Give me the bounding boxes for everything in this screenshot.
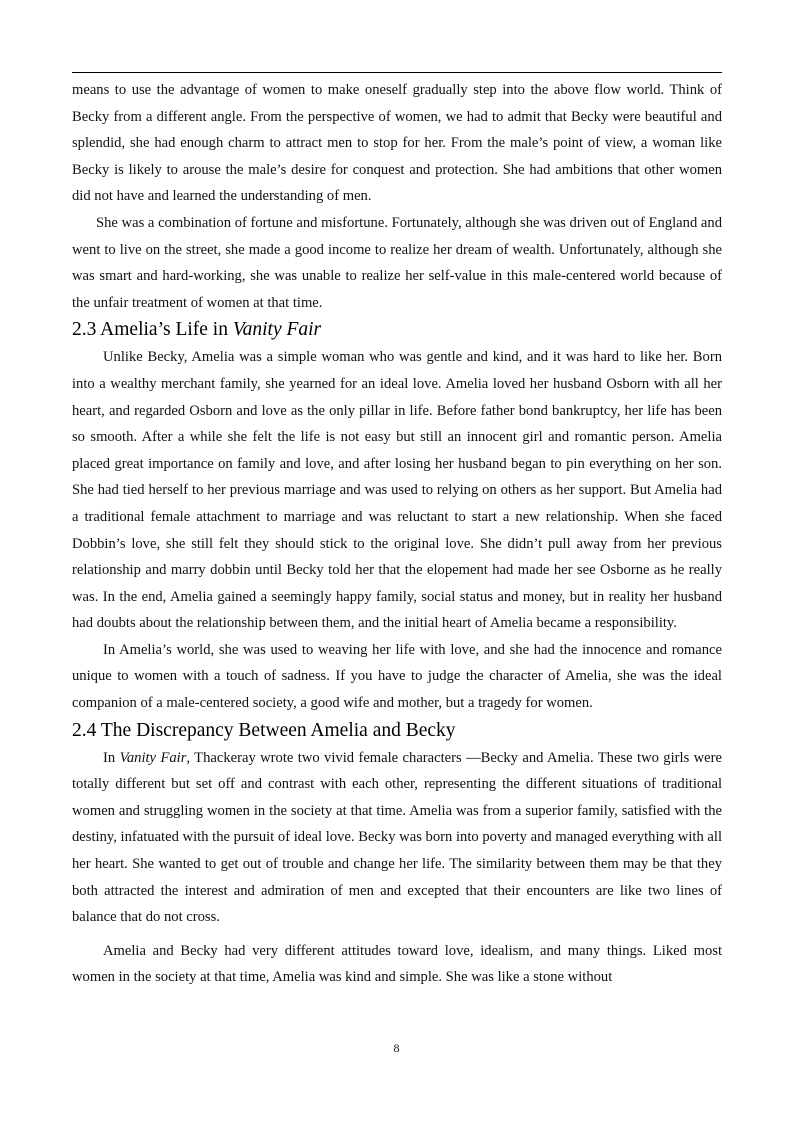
section-heading-2-3-title: Vanity Fair	[232, 319, 322, 341]
paragraph-attitudes: Amelia and Becky had very different attitudes toward love, idealism, and many things. Liked most women in the society at that time, Amelia was kind and simple. She was like a stone without	[72, 942, 722, 986]
section-heading-2-3	[72, 316, 722, 344]
header-rule	[72, 72, 722, 73]
body-text	[72, 77, 722, 991]
paragraph-becky-charm: means to use the advantage of women to make oneself gradually step into the above flow world. Think of Becky from a different angle. From the perspective of women, we had to admit that Becky were beautiful and splendid, she had enough charm to attract men to stop for her. From the male’s point of view, a woman like Becky is likely to arouse the male’s desire for conquest and protection. She had ambitions that other women did not have and learned the understanding of men.	[72, 82, 722, 205]
paragraph-discrepancy-lead: In	[103, 749, 120, 766]
paragraph-discrepancy	[72, 745, 722, 931]
paragraph-amelia-world: In Amelia’s world, she was used to weaving her life with love, and she had the innocence and romance unique to women with a touch of sadness. If you have to judge the character of Amelia, she was the ideal companion of a male-centered society, a good wife and mother, but a tragedy for women.	[72, 641, 722, 712]
paragraph-becky-fortune: She was a combination of fortune and misfortune. Fortunately, although she was driven out of England and went to live on the street, she made a good income to realize her dream of wealth. Unfortunately, although she was smart and hard-working, she was unable to realize her self-value in this male-centered world because of the unfair treatment of women at that time.	[72, 214, 722, 311]
paragraph-discrepancy-title: Vanity Fair	[119, 749, 187, 766]
paragraph-amelia-life: Unlike Becky, Amelia was a simple woman who was gentle and kind, and it was hard to like her. Born into a wealthy merchant family, she yearned for an ideal love. Amelia loved her husband Osborn with all her heart, and regarded Osborn and love as the only pillar in life. Before father bond bankruptcy, her life has been so smooth. After a while she felt the life is not easy but still an innocent girl and romantic person. Amelia placed great importance on family and love, and after losing her husband began to pin everything on her son. She had tied herself to her previous marriage and was used to relying on others as her support. But Amelia had a traditional female attachment to marriage and was reluctant to start a new relationship. When she faced Dobbin’s love, she still felt they should stick to the original love. She didn’t pull away from her previous relationship and marry dobbin until Becky told her that the elopement had made her see Osborne as he really was. In the end, Amelia gained a seemingly happy family, social status and money, but in reality her husband had doubts about the relationship between them, and the initial heart of Amelia became a responsibility.	[72, 349, 722, 632]
paragraph-discrepancy-text: , Thackeray wrote two vivid female characters —Becky and Amelia. These two girls were totally different but set off and contrast with each other, representing the different situations of traditional women and struggling women in the society at that time. Amelia was from a superior family, satisfied with the destiny, infatuated with the pursuit of ideal love. Becky was born into poverty and managed everything with all her heart. She wanted to get out of trouble and change her life. The similarity between them may be that they both attracted the interest and admiration of men and excepted that their encounters are like two lines of balance that do not cross.	[72, 749, 722, 926]
paragraph-gap	[72, 931, 722, 938]
page-number: 8	[393, 1041, 400, 1055]
section-heading-2-3-text: 2.3 Amelia’s Life in	[72, 319, 233, 341]
section-heading-2-4: 2.4 The Discrepancy Between Amelia and Becky	[72, 719, 456, 741]
